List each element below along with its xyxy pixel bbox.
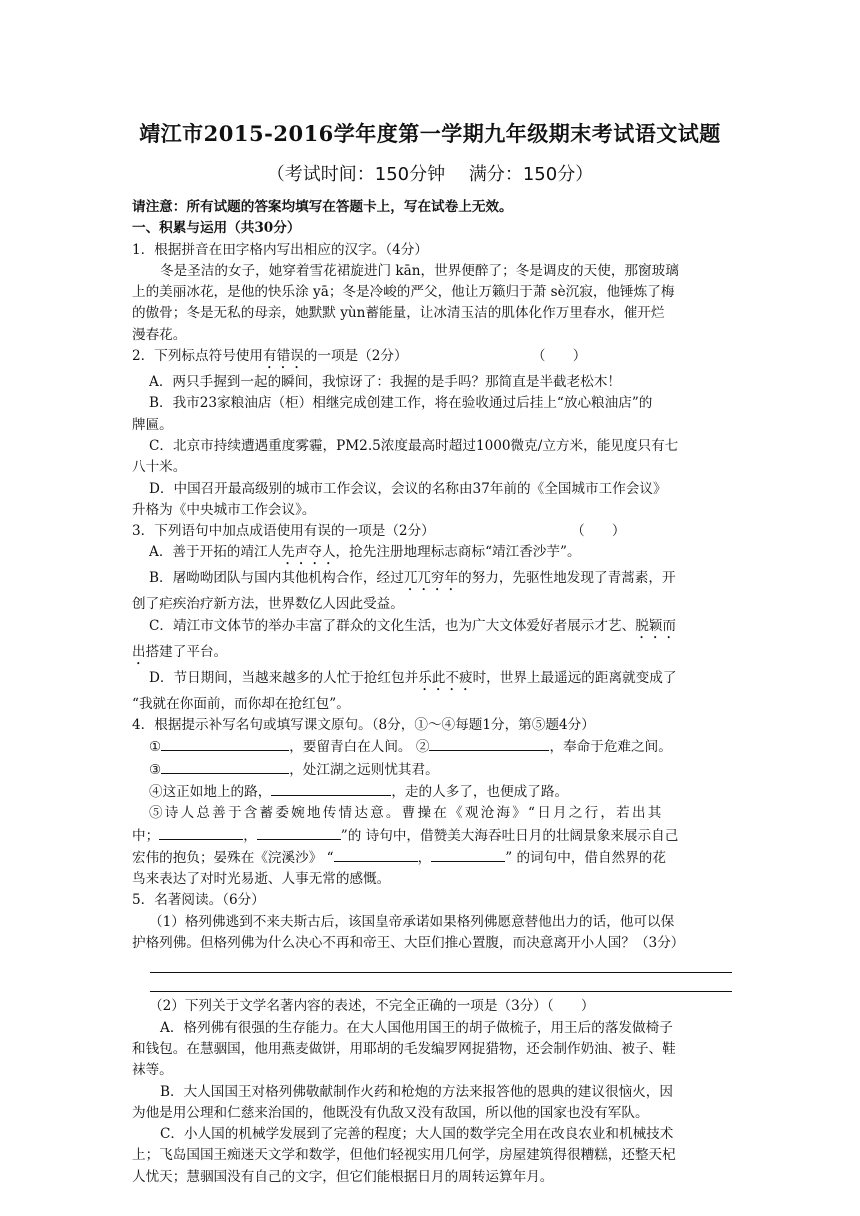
- notice-text: 请注意：所有试题的答案均填写在答题卡上，写在试卷上无效。: [132, 199, 513, 215]
- q3-c-idiom: 脱颖而: [635, 617, 676, 634]
- q4-text: ，处江湖之远则忧其君。: [289, 761, 439, 778]
- exam-subtitle: （考试时间：150分钟 满分：150分）: [266, 164, 594, 185]
- q5-option-c-cont: 人忧天；慧骃国没有自己的文字，但它们能根据日月的周转运算年月。: [132, 1168, 554, 1185]
- q2-option-a: A．两只手握到一起的瞬间，我惊讶了：我握的是手吗？那简直是半截老松木！: [149, 374, 622, 391]
- q4-text: ，: [243, 827, 257, 844]
- q4-item-row: [132, 759, 732, 781]
- q5-option-b: B．大人国国王对格列佛敬献制作火药和枪炮的方法来报答他的恩典的建议很恼火，因: [160, 1083, 673, 1100]
- q3-c-text: 搭建了平台。: [145, 643, 228, 660]
- q3-option-c: [132, 616, 732, 642]
- fill-blank[interactable]: [431, 847, 505, 862]
- q3-a-text: A．善于开拓的靖江人: [149, 544, 282, 561]
- q4-item5-cont: [132, 825, 732, 847]
- q3-option-d-cont: “我就在你面前，而你却在抢红包”。: [132, 695, 350, 712]
- q5-option-a-cont: 袜等。: [132, 1062, 173, 1079]
- q2-emphasis: 有错误: [263, 348, 304, 365]
- q4-label: ③: [149, 761, 162, 778]
- section-heading: 一、积累与运用（共30分）: [132, 220, 301, 237]
- q2-stem-text: 的一项是（2分）: [303, 348, 408, 365]
- q4-label: ①: [149, 739, 162, 756]
- fill-blank[interactable]: [161, 759, 289, 774]
- q4-text: ，要留青白在人间。 ②: [289, 739, 430, 756]
- q3-d-text: 时，世界上最遥远的距离就变成了: [472, 669, 677, 686]
- q1-stem: 1．根据拼音在田字格内写出相应的汉字。（4分）: [132, 241, 428, 258]
- q3-option-b: [132, 568, 732, 594]
- q2-option-c: C．北京市持续遭遇重度雾霾，PM2.5浓度最高时超过1000微克/立方米，能见度只有七: [149, 437, 679, 454]
- fill-blank[interactable]: [334, 847, 418, 862]
- q3-b-text: 的努力，先驱性地发现了青蒿素，开: [458, 570, 676, 587]
- q5-option-a-cont: 和钱包。在慧骃国，他用燕麦做饼，用耶胡的毛发编罗网捉猎物，还会制作奶油、被子、鞋: [132, 1040, 676, 1057]
- answer-line[interactable]: [150, 954, 732, 973]
- q2-option-d: D．中国召开最高级别的城市工作会议，会议的名称由37年前的《全国城市工作会议》: [149, 480, 667, 497]
- q4-item-row: [132, 736, 732, 758]
- q4-text: ④这正如地上的路，: [149, 783, 272, 800]
- q4-stem: 4．根据提示补写名句或填写课文原句。（8分，①～④每题1分，第⑤题4分）: [132, 717, 595, 734]
- q3-c-idiom: 出: [132, 643, 146, 660]
- q3-option-a: [132, 542, 732, 568]
- q5-part1: （1）格列佛逃到不来夫斯古后，该国皇帝承诺如果格列佛愿意替他出力的话，他可以保: [149, 913, 675, 930]
- q2-stem: [132, 346, 732, 372]
- q1-passage-line: 上的美丽冰花，是他的快乐涂 yā；冬是冷峻的严父，他让万籁归于萧 sè沉寂，他锤炼了梅: [132, 284, 675, 301]
- q3-option-d: [132, 668, 732, 694]
- q5-option-a: A．格列佛有很强的生存能力。在大人国他用国王的胡子做梳子，用王后的落发做椅子: [160, 1019, 673, 1036]
- q4-text: ，: [417, 849, 432, 866]
- q5-option-c: C．小人国的机械学发展到了完善的程度；大人国的数学完全用在改良农业和机械技术: [160, 1126, 674, 1143]
- q2-stem-text: 2．下列标点符号使用: [132, 348, 263, 365]
- fill-blank[interactable]: [159, 825, 243, 840]
- answer-bracket[interactable]: （ ）: [571, 523, 626, 540]
- q1-passage-line: 的傲骨；冬是无私的母亲，她默默 yùn蓄能量，让冰清玉洁的肌体化作万里春水，催开烂: [132, 305, 665, 322]
- q4-item5-cont: [132, 847, 732, 869]
- q3-c-text: C．靖江市文体节的举办丰富了群众的文化生活，也为广大文体爱好者展示才艺、: [149, 617, 636, 634]
- q1-passage-line: 漫春花。: [132, 326, 187, 343]
- q5-stem: 5．名著阅读。（6分）: [132, 892, 265, 909]
- q2-option-b: B．我市23家粮油店（柜）相继完成创建工作，将在验收通过后挂上“放心粮油店”的: [149, 395, 653, 412]
- q4-item5: ⑤诗人总善于含蓄委婉地传情达意。曹操在《观沧海》“日月之行，若出其: [149, 805, 664, 822]
- q5-part2-stem: （2）下列关于文学名著内容的表述，不完全正确的一项是（3分）（ ）: [149, 998, 595, 1015]
- q3-option-c-cont: [132, 642, 732, 668]
- fill-blank[interactable]: [429, 736, 549, 751]
- fill-blank[interactable]: [271, 781, 391, 796]
- q3-a-text: ，抢先注册地理标志商标“靖江香沙芋”。: [335, 544, 581, 561]
- q3-stem: [132, 521, 732, 542]
- fill-blank[interactable]: [161, 736, 289, 751]
- q4-item-row: [132, 781, 732, 803]
- exam-title: 靖江市2015-2016学年度第一学期九年级期末考试语文试题: [139, 121, 721, 146]
- q3-option-b-cont: 创了疟疾治疗新方法，世界数亿人因此受益。: [132, 596, 404, 613]
- q4-text: ，走的人多了，也便成了路。: [391, 783, 569, 800]
- q4-text: ” 的词句中，借自然界的花: [505, 849, 666, 866]
- q3-d-idiom: 乐此不疲: [418, 669, 473, 686]
- q1-passage-line: 冬是圣洁的女子，她穿着雪花裙旋进门 kān，世界便醉了；冬是调皮的天使，那窗玻璃: [160, 262, 679, 279]
- q2-option-c-cont: 八十米。: [132, 459, 187, 476]
- answer-line[interactable]: [150, 973, 732, 992]
- q4-item5-cont: 鸟来表达了对时光易逝、人事无常的感慨。: [132, 871, 391, 888]
- exam-body: [132, 197, 732, 1188]
- q2-option-d-cont: 升格为《中央城市工作会议》。: [132, 501, 316, 518]
- q5-option-b-cont: 为他是用公理和仁慈来治国的，他既没有仇敌又没有敌国，所以他的国家也没有军队。: [132, 1104, 649, 1121]
- q3-a-idiom: 先声夺人: [281, 544, 336, 561]
- q3-stem-text: 3．下列语句中加点成语使用有误的一项是（2分）: [132, 523, 435, 540]
- answer-bracket[interactable]: （ ）: [531, 348, 587, 365]
- q4-text: ，奉命于危难之间。: [549, 739, 672, 756]
- q3-b-text: B．屠呦呦团队与国内其他机构合作，经过: [149, 570, 404, 587]
- q5-option-c-cont: 上；飞岛国国王痴迷天文学和数学，但他们轻视实用几何学，房屋建筑得很糟糕，还整天杞: [132, 1147, 676, 1164]
- q4-text: 宏伟的抱负；晏殊在《浣溪沙》 “: [132, 849, 334, 866]
- q4-text: 中；: [132, 827, 160, 844]
- q5-part1-cont: 护格列佛。但格列佛为什么决心不再和帝王、大臣们推心置腹，而决意离开小人国？（3分）: [132, 935, 685, 952]
- fill-blank[interactable]: [257, 825, 341, 840]
- q3-b-idiom: 兀兀穷年: [403, 570, 459, 587]
- q2-option-b-cont: 牌匾。: [132, 416, 173, 433]
- q4-text: ”的 诗句中，借赞美大海吞吐日月的壮阔景象来展示自己: [340, 827, 679, 844]
- q3-d-text: D．节日期间，当越来越多的人忙于抢红包并: [149, 669, 419, 686]
